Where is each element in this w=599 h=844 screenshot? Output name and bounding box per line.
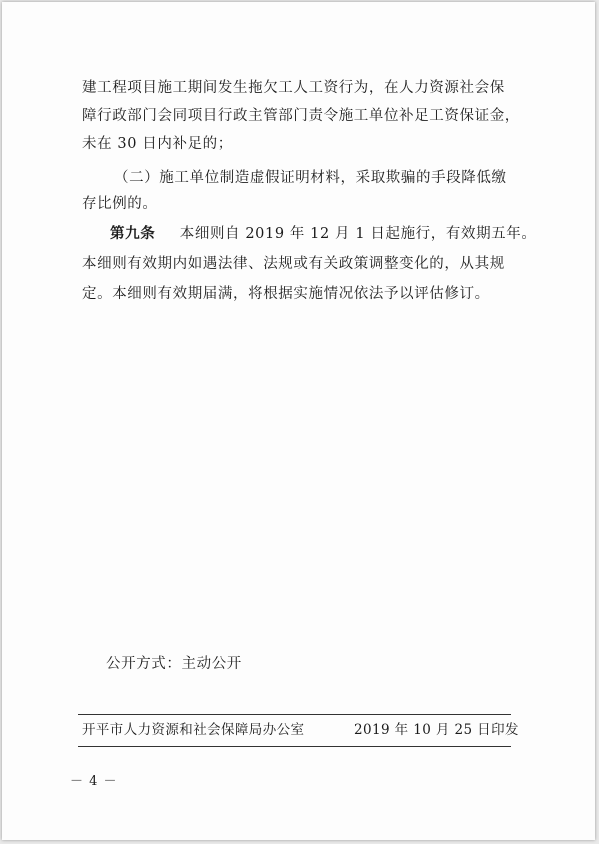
article-9-text: 本细则自 2019 年 12 月 1 日起施行，有效期五年。	[179, 226, 537, 242]
article-9-first-line	[110, 224, 536, 244]
paragraph-line: 未在 30 日内补足的；	[82, 136, 233, 152]
paragraph-line: 建工程项目施工期间发生拖欠工人工资行为，在人力资源社会保	[82, 80, 505, 96]
print-date: 2019 年 10 月 25 日印发	[354, 722, 519, 738]
document-page	[2, 2, 595, 840]
paragraph-line: 本细则有效期内如遇法律、法规或有关政策调整变化的，从其规	[82, 256, 505, 272]
paragraph-line: （二）施工单位制造虚假证明材料，采取欺骗的手段降低缴	[114, 170, 507, 186]
footer-bottom-rule	[78, 746, 511, 747]
paragraph-line: 障行政部门会同项目行政主管部门责令施工单位补足工资保证金，	[82, 108, 520, 124]
article-9-heading: 第九条	[110, 225, 156, 242]
paragraph-line: 定。本细则有效期届满，将根据实施情况依法予以评估修订。	[82, 286, 490, 302]
page-number: － 4 －	[70, 774, 118, 789]
disclosure-method: 公开方式：主动公开	[106, 656, 242, 672]
footer-top-rule	[78, 714, 511, 715]
paragraph-line: 存比例的。	[82, 196, 158, 212]
issuing-office: 开平市人力资源和社会保障局办公室	[82, 722, 305, 738]
